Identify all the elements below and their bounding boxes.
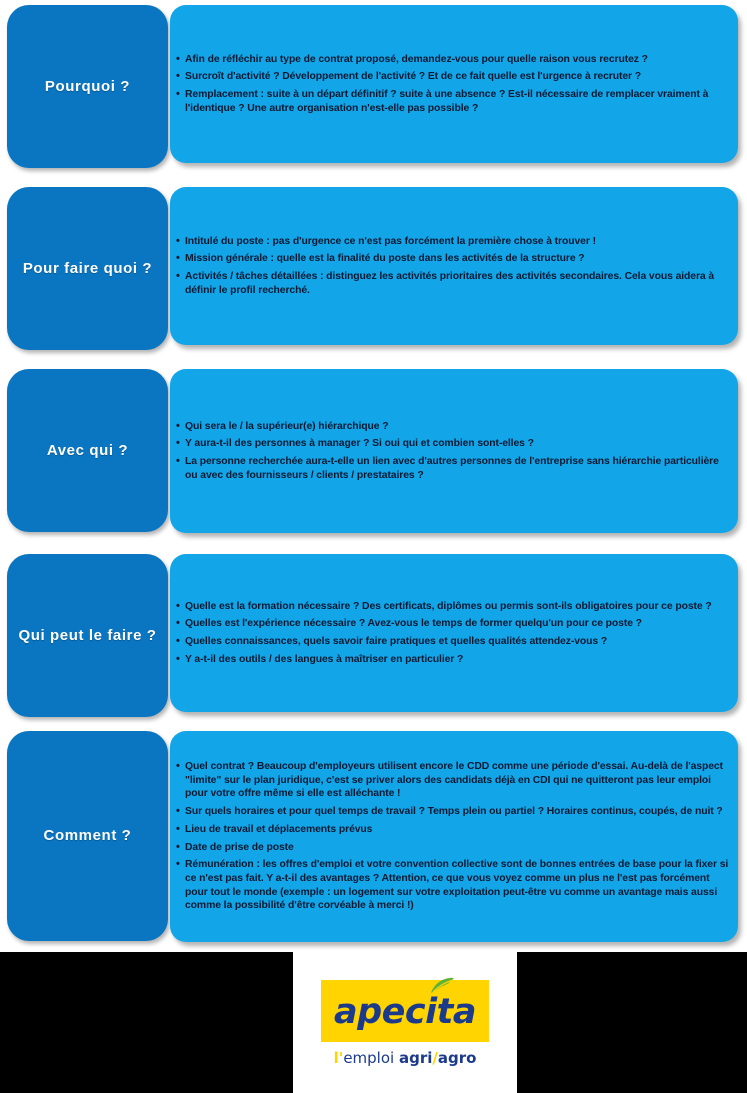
logo-tagline-slash: / [432, 1048, 438, 1067]
list-item: • La personne recherchée aura-t-elle un lien avec d'autres personnes de l'entreprise sans hiérarchie particulière ou avec des fournisseurs / clients / prestataires ? [176, 455, 730, 482]
section-label-qui-peut-le-faire[interactable] [7, 554, 168, 717]
section-label-text: Comment ? [43, 827, 132, 844]
section-content-qui-peut-le-faire [170, 554, 738, 712]
leaf-icon [429, 977, 455, 997]
logo-tagline-apostrophe: l' [333, 1048, 344, 1067]
list-item: • Afin de réfléchir au type de contrat proposé, demandez-vous pour quelle raison vous recrutez ? [176, 53, 730, 67]
section-content-comment [170, 731, 738, 942]
list-item: • Y a-t-il des outils / des langues à maîtriser en particulier ? [176, 653, 730, 667]
list-item: • Date de prise de poste [176, 841, 730, 855]
section-label-pourquoi[interactable] [7, 5, 168, 168]
list-item: • Activités / tâches détaillées : distinguez les activités prioritaires des activités secondaires. Cela vous aidera à définir le profil recherché. [176, 270, 730, 297]
bullet-list [176, 235, 730, 298]
section-label-text: Pour faire quoi ? [22, 259, 153, 277]
logo-yellow-band [321, 980, 489, 1042]
logo-tagline-agri: agri [398, 1048, 433, 1067]
section-label-pour-faire-quoi[interactable] [7, 187, 168, 350]
list-item: • Qui sera le / la supérieur(e) hiérarchique ? [176, 420, 730, 434]
section-content-avec-qui [170, 369, 738, 533]
list-item: • Mission générale : quelle est la finalité du poste dans les activités de la structure ? [176, 252, 730, 266]
section-label-avec-qui[interactable] [7, 369, 168, 532]
section-label-text: Pourquoi ? [44, 77, 131, 95]
bullet-list [176, 600, 730, 667]
logo-tagline [333, 1048, 477, 1067]
bullet-list [176, 760, 730, 913]
logo-tagline-agro: agro [437, 1048, 477, 1067]
apecita-logo-card [293, 952, 517, 1093]
logo-wordmark: apecita [333, 992, 476, 1032]
list-item: • Intitulé du poste : pas d'urgence ce n'est pas forcément la première chose à trouver ! [176, 235, 730, 249]
list-item: • Y aura-t-il des personnes à manager ? Si oui qui et combien sont-elles ? [176, 437, 730, 451]
list-item: • Sur quels horaires et pour quel temps de travail ? Temps plein ou partiel ? Horaires continus, coupés, de nuit ? [176, 805, 730, 819]
section-label-text: Avec qui ? [46, 441, 129, 459]
list-item: • Rémunération : les offres d'emploi et votre convention collective sont de bonnes entrées de base pour la fixer si ce n'est pas fait. Y a-t-il des avantages ? Attention, ce que vous voyez comme un plus ne l'est pas forcément pour tout le monde (exemple : un logement sur votre exploitation peut-être vu comme un avantage mais aussi comme la possibilité d'être corvéable à merci !) [176, 858, 730, 913]
logo-tagline-emploi: emploi [343, 1048, 399, 1067]
bullet-list [176, 420, 730, 483]
list-item: • Quel contrat ? Beaucoup d'employeurs utilisent encore le CDD comme une période d'essai. Au-delà de l'aspect "limite" sur le plan juridique, c'est se priver alors des candidats déjà en CDI qui ne quitteront pas leur emploi pour votre offre même si elle est alléchante ! [176, 760, 730, 801]
list-item: • Remplacement : suite à un départ définitif ? suite à une absence ? Est-il nécessaire de remplacer vraiment à l'identique ? Une autre organisation n'est-elle pas possible ? [176, 88, 730, 115]
list-item: • Lieu de travail et déplacements prévus [176, 823, 730, 837]
section-content-pourquoi [170, 5, 738, 163]
section-label-text: Qui peut le faire ? [18, 626, 157, 644]
section-label-comment[interactable] [7, 731, 168, 941]
list-item: • Quelle est la formation nécessaire ? Des certificats, diplômes ou permis sont-ils obligatoires pour ce poste ? [176, 600, 730, 614]
bullet-list [176, 53, 730, 116]
list-item: • Quelles est l'expérience nécessaire ? Avez-vous le temps de former quelqu'un pour ce poste ? [176, 617, 730, 631]
list-item: • Quelles connaissances, quels savoir faire pratiques et quelles qualités attendez-vous ? [176, 635, 730, 649]
list-item: • Surcroît d'activité ? Développement de l'activité ? Et de ce fait quelle est l'urgence à recruter ? [176, 70, 730, 84]
section-content-pour-faire-quoi [170, 187, 738, 345]
